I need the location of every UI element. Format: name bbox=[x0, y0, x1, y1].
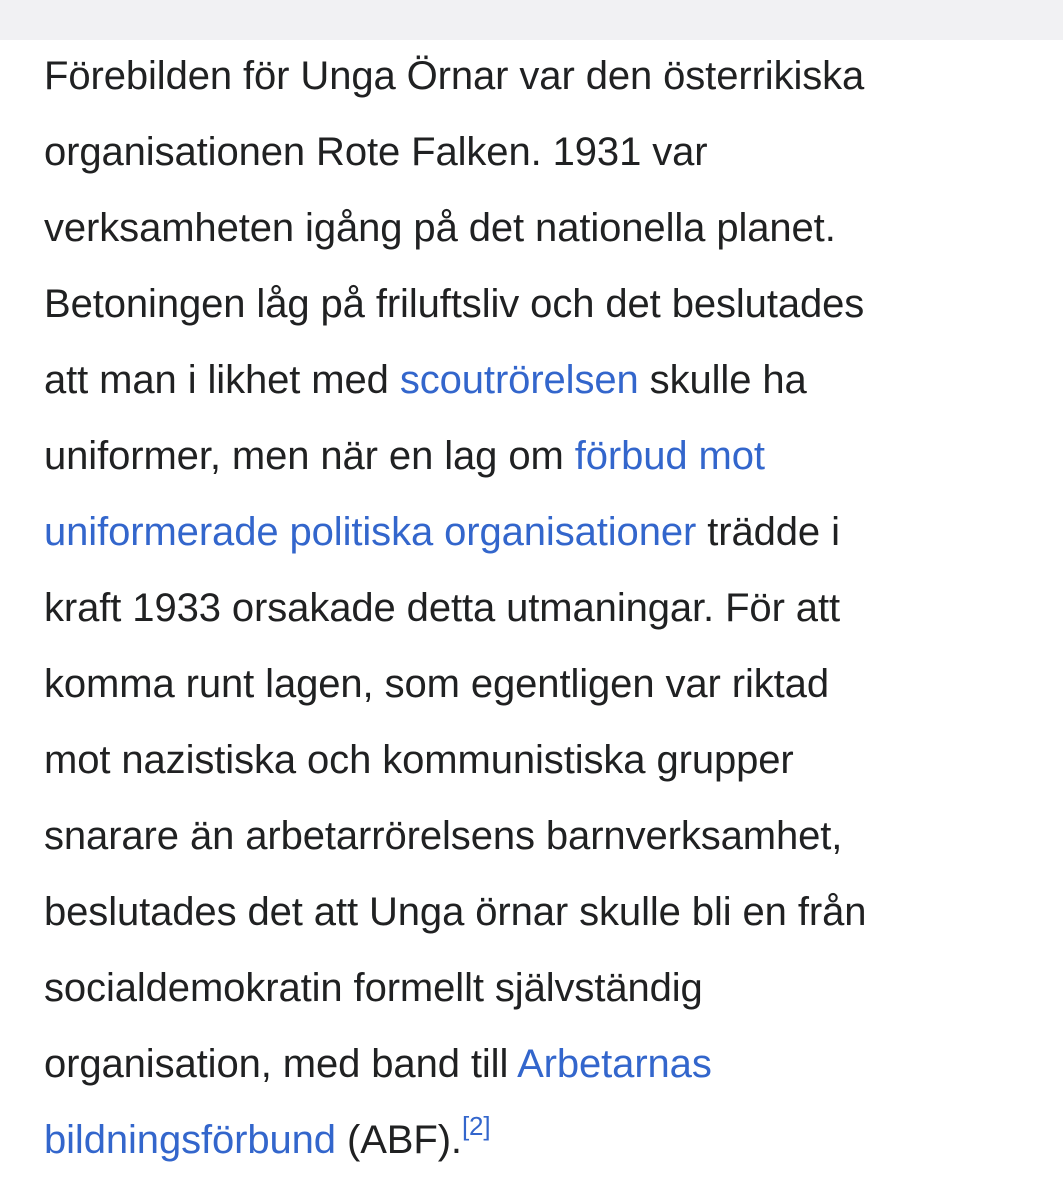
link-arbetarnas-bildningsforbund-part2[interactable]: bildningsförbund bbox=[44, 1118, 336, 1162]
text-fragment: skulle ha bbox=[638, 358, 807, 402]
text-line: verksamheten igång på det nationella planet. bbox=[44, 206, 836, 250]
text-fragment: (ABF). bbox=[335, 1118, 462, 1162]
article-paragraph bbox=[44, 38, 1044, 1178]
text-fragment: att man i likhet med bbox=[44, 358, 400, 402]
text-line: mot nazistiska och kommunistiska grupper bbox=[44, 738, 794, 782]
text-line: komma runt lagen, som egentligen var riktad bbox=[44, 662, 829, 706]
text-fragment: uniformer, men när en lag om bbox=[44, 434, 575, 478]
text-line: snarare än arbetarrörelsens barnverksamhet, bbox=[44, 814, 843, 858]
link-scoutrorelsen[interactable]: scoutrörelsen bbox=[399, 358, 639, 402]
text-line: organisationen Rote Falken. 1931 var bbox=[44, 130, 708, 174]
link-forbud-mot-uniformerade-part1[interactable]: förbud mot bbox=[574, 434, 765, 478]
reference-link[interactable]: [2] bbox=[461, 1110, 491, 1141]
text-line bbox=[44, 1026, 1044, 1102]
text-line bbox=[44, 494, 1044, 570]
link-forbud-mot-uniformerade-part2[interactable]: uniformerade politiska organisationer bbox=[44, 510, 697, 554]
text-line: Betoningen låg på friluftsliv och det beslutades bbox=[44, 282, 865, 326]
text-line bbox=[44, 418, 1044, 494]
text-line bbox=[44, 342, 1044, 418]
text-fragment: trädde i bbox=[696, 510, 840, 554]
text-line bbox=[44, 1102, 1044, 1178]
text-line: Förebilden för Unga Örnar var den österrikiska bbox=[44, 54, 865, 98]
text-line: socialdemokratin formellt självständig bbox=[44, 966, 703, 1010]
text-line: beslutades det att Unga örnar skulle bli en från bbox=[44, 890, 867, 934]
text-fragment: organisation, med band till bbox=[44, 1042, 518, 1086]
top-bar-strip bbox=[0, 0, 1063, 40]
text-line: kraft 1933 orsakade detta utmaningar. För att bbox=[44, 586, 840, 630]
link-arbetarnas-bildningsforbund-part1[interactable]: Arbetarnas bbox=[517, 1042, 712, 1086]
